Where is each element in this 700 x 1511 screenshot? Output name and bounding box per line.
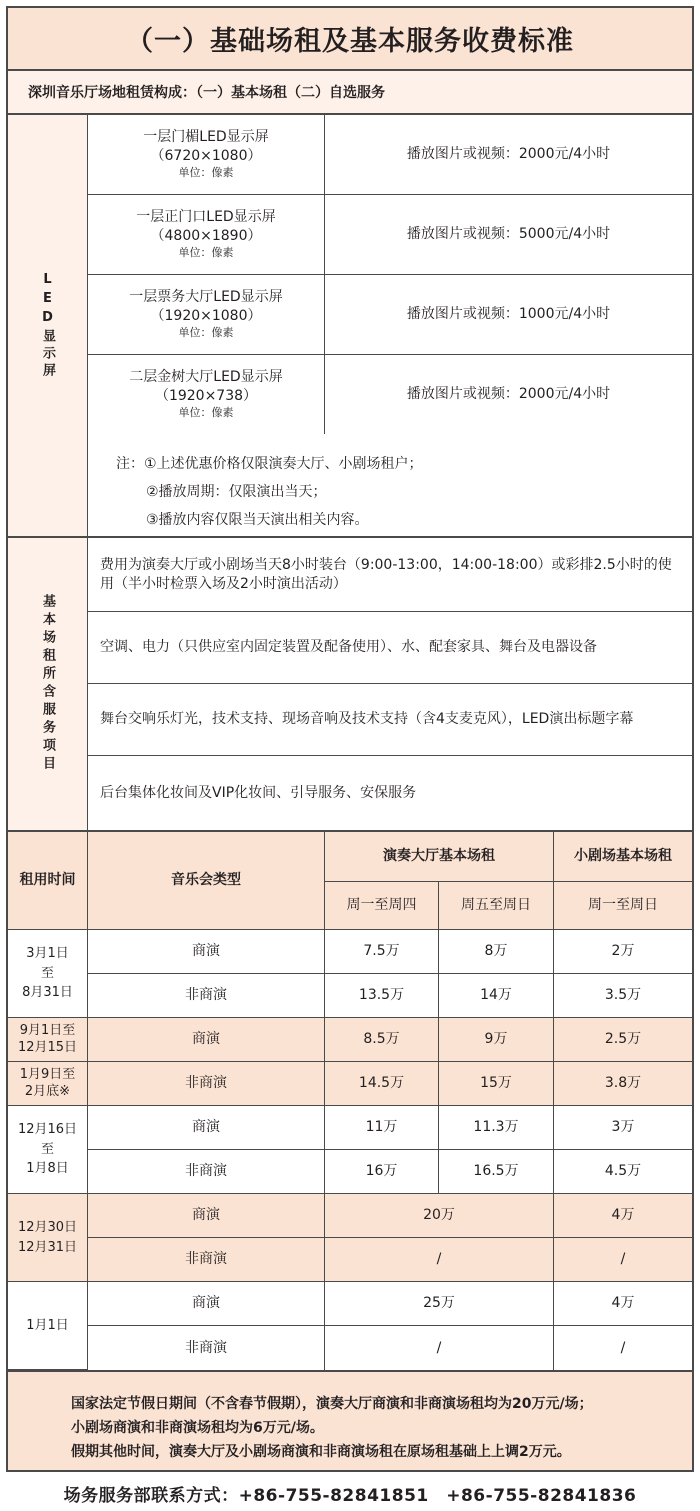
hall-price-cell: / [325, 1326, 554, 1370]
small-hall-price: / [554, 1326, 692, 1370]
period-cell: 1月1日 [8, 1282, 88, 1370]
service-item: 空调、电力（只供应室内固定装置及配备使用）、水、配套家具、舞台及电器设备 [88, 612, 692, 684]
header-fri-sun: 周五至周日 [439, 882, 554, 930]
header-period: 租用时间 [8, 832, 88, 930]
hall-price-cell: 25万 [325, 1282, 554, 1326]
type-cell: 非商演 [88, 1062, 325, 1106]
subtitle: 深圳音乐厅场地租赁构成：（一）基本场租（二）自选服务 [8, 71, 692, 115]
small-hall-price: 3万 [554, 1106, 692, 1150]
small-hall-price: 4万 [554, 1194, 692, 1238]
period-cell: 12月16日 至 1月8日 [8, 1106, 88, 1194]
hall-weekend-price: 15万 [439, 1062, 554, 1106]
hall-weekend-price: 8万 [439, 930, 554, 974]
led-screen-resolution: （1920×1080） [150, 308, 262, 325]
type-cell: 商演 [88, 1282, 325, 1326]
led-screen-price: 播放图片或视频：2000元/4小时 [325, 355, 692, 435]
hall-weekend-price: 16.5万 [439, 1150, 554, 1194]
led-screen-price: 播放图片或视频：1000元/4小时 [325, 275, 692, 355]
header-type: 音乐会类型 [88, 832, 325, 930]
type-cell: 商演 [88, 1106, 325, 1150]
small-hall-price: / [554, 1238, 692, 1282]
led-note-3: ③播放内容仅限当天演出相关内容。 [146, 512, 369, 528]
service-item: 舞台交响乐灯光，技术支持、现场音响及技术支持（含4支麦克风），LED演出标题字幕 [88, 684, 692, 756]
led-screen-unit: 单位：像素 [178, 165, 234, 179]
led-screen-resolution: （1920×738） [154, 388, 258, 405]
header-mon-sun: 周一至周日 [554, 882, 692, 930]
small-hall-price: 3.8万 [554, 1062, 692, 1106]
hall-weekend-price: 14万 [439, 974, 554, 1018]
led-screen-name: 一层门楣LED显示屏 [143, 129, 269, 146]
type-cell: 非商演 [88, 1326, 325, 1370]
small-hall-price: 4万 [554, 1282, 692, 1326]
hall-weekday-price: 14.5万 [325, 1062, 439, 1106]
led-screen-name: 一层票务大厅LED显示屏 [129, 289, 283, 306]
period-cell: 9月1日至 12月15日 [8, 1018, 88, 1062]
service-item: 费用为演奏大厅或小剧场当天8小时装台（9:00-13:00，14:00-18:00）或彩排2.5小时的使用（半小时检票入场及2小时演出活动） [88, 538, 692, 612]
hall-weekend-price: 11.3万 [439, 1106, 554, 1150]
page-title: （一）基础场租及基本服务收费标准 [8, 8, 692, 71]
type-cell: 商演 [88, 1194, 325, 1238]
led-screen-spec [88, 275, 325, 355]
small-hall-price: 2.5万 [554, 1018, 692, 1062]
led-screen-resolution: （4800×1890） [150, 228, 262, 245]
hall-weekday-price: 11万 [325, 1106, 439, 1150]
hall-weekday-price: 13.5万 [325, 974, 439, 1018]
led-note-2: ②播放周期：仅限演出当天； [146, 484, 327, 500]
led-screen-resolution: （6720×1080） [150, 148, 262, 165]
led-label-text: LED显示屏 [40, 271, 55, 380]
header-hall: 演奏大厅基本场租 [325, 832, 554, 882]
footer-notes [8, 1370, 692, 1470]
type-cell: 非商演 [88, 974, 325, 1018]
hall-weekday-price: 7.5万 [325, 930, 439, 974]
led-screen-name: 一层正门口LED显示屏 [136, 209, 276, 226]
hall-weekday-price: 16万 [325, 1150, 439, 1194]
small-hall-price: 2万 [554, 930, 692, 974]
period-cell: 1月9日至 2月底※ [8, 1062, 88, 1106]
small-hall-price: 4.5万 [554, 1150, 692, 1194]
small-hall-price: 3.5万 [554, 974, 692, 1018]
type-cell: 非商演 [88, 1150, 325, 1194]
hall-weekend-price: 9万 [439, 1018, 554, 1062]
hall-price-cell: 20万 [325, 1194, 554, 1238]
led-screen-spec [88, 355, 325, 435]
led-screen-unit: 单位：像素 [178, 245, 234, 259]
header-small: 小剧场基本场租 [554, 832, 692, 882]
footer-note-1: 国家法定节假日期间（不含春节假期），演奏大厅商演和非商演场租均为20万元/场； [71, 1396, 593, 1412]
footer-note-3: 假期其他时间，演奏大厅及小剧场商演和非商演场租在原场租基础上上调2万元。 [71, 1444, 571, 1460]
led-screen-spec [88, 115, 325, 195]
led-screen-price: 播放图片或视频：2000元/4小时 [325, 115, 692, 195]
led-screen-price: 播放图片或视频：5000元/4小时 [325, 195, 692, 275]
header-mon-thu: 周一至周四 [325, 882, 439, 930]
led-section-label [8, 115, 88, 538]
led-screen-name: 二层金树大厅LED显示屏 [129, 369, 283, 386]
period-cell: 3月1日 至 8月31日 [8, 930, 88, 1018]
services-label-text: 基本场租所含服务项目 [40, 594, 55, 774]
led-screen-spec [88, 195, 325, 275]
footer-note-2: 小剧场商演和非商演场租均为6万元/场。 [71, 1420, 324, 1436]
type-cell: 商演 [88, 930, 325, 974]
rate-sheet [6, 6, 694, 1472]
led-screen-unit: 单位：像素 [178, 405, 234, 419]
led-screen-unit: 单位：像素 [178, 325, 234, 339]
hall-price-cell: / [325, 1238, 554, 1282]
period-cell: 12月30日 12月31日 [8, 1194, 88, 1282]
hall-weekday-price: 8.5万 [325, 1018, 439, 1062]
contact-info: 场务服务部联系方式：+86-755-82841851 +86-755-82841836 [63, 1485, 637, 1506]
led-note-1: 注：①上述优惠价格仅限演奏大厅、小剧场租户； [116, 456, 423, 472]
type-cell: 商演 [88, 1018, 325, 1062]
led-notes [88, 434, 692, 538]
services-section-label [8, 538, 88, 832]
service-item: 后台集体化妆间及VIP化妆间、引导服务、安保服务 [88, 756, 692, 832]
type-cell: 非商演 [88, 1238, 325, 1282]
